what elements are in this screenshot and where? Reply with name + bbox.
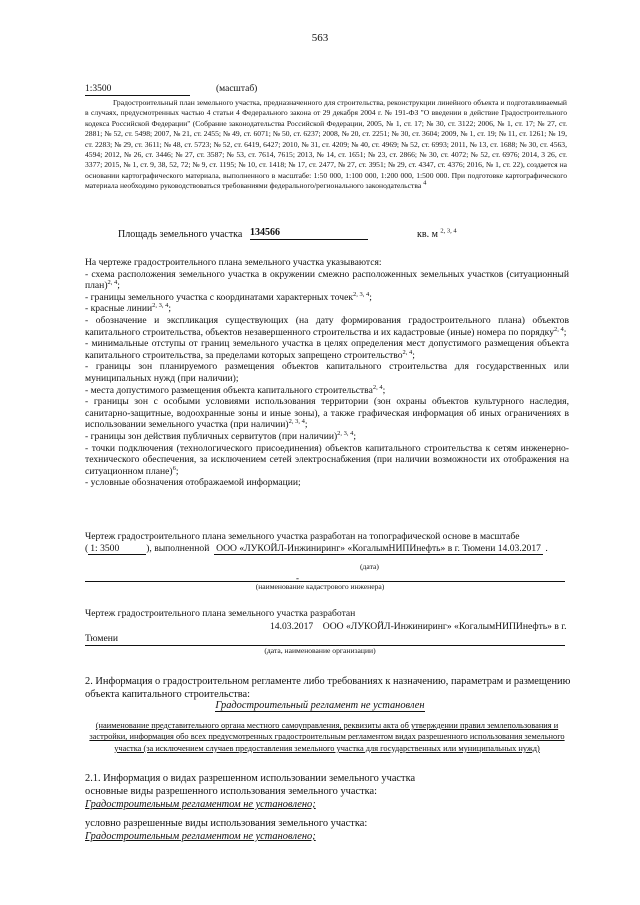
developed-line1: Чертеж градостроительного плана земельного участка разработан <box>85 608 356 619</box>
area-value: 134566 <box>250 227 368 240</box>
section2-note: (наименование представительного органа местного самоуправления, реквизиты акта об утверждении правил землепользования и застройки, информация обо всех предусмотренных градостроительным регламентом видах разрешенного использования земельного участка (за исключением случаев предоставления земельного участка для государственных или муниципальных нужд) <box>89 721 565 753</box>
date-caption: (дата) <box>360 562 379 571</box>
area-unit <box>417 229 457 240</box>
drawing-item <box>85 338 569 361</box>
drawing-item <box>85 385 569 397</box>
section21-main-label: основные виды разрешенного использования земельного участка: <box>85 786 378 797</box>
section2-title: 2. Информация о градостроительном регламенте либо требованиях к назначению, параметрам и размещению объекта капитального строительства: <box>85 676 571 700</box>
section21-cond-value: Градостроительным регламентом не установлено; <box>85 831 316 842</box>
drawing-item-tail: ; <box>304 419 308 431</box>
scale-value: 1:3500 <box>85 84 190 96</box>
topo-scale: 1: 3500 <box>88 543 146 555</box>
topo-line2 <box>85 543 615 555</box>
drawing-item-tail: ; <box>175 465 179 477</box>
developed-org: ООО «ЛУКОЙЛ-Инжиниринг» «КогалымНИПИнефть» в г. <box>322 621 567 632</box>
drawing-item-text: - минимальные отступы от границ земельного участка в целях определения мест допустимого размещения объекта капитального строительства, за пределами которых запрещено строительство <box>85 338 569 361</box>
drawing-item <box>85 315 569 338</box>
engineer-caption: (наименование кадастрового инженера) <box>255 582 385 591</box>
drawing-item-tail: ; <box>353 430 357 442</box>
drawing-item-footnote: 2, 4 <box>372 383 383 391</box>
drawing-item <box>85 361 569 384</box>
drawing-item-text: - границы зон планируемого размещения объектов капитального строительства для государственных или муниципальных нужд (при наличии); <box>85 361 569 384</box>
topographic-basis <box>85 531 615 555</box>
drawing-item-tail: ; <box>382 384 386 396</box>
drawing-item <box>85 443 569 478</box>
area-label: Площадь земельного участка <box>118 229 243 240</box>
drawing-item-footnote: 6 <box>172 464 176 472</box>
dash-mark: - <box>296 573 299 583</box>
drawing-item-tail: ; <box>168 303 172 315</box>
section2-value <box>0 700 640 711</box>
intro-text: Градостроительный план земельного участка, предназначенного для строительства, реконструкции линейного объекта и подготавливаемый в случаях, предусмотренных частью 4 статьи 4 Федерального закона от 29 декабря 2004 г. № 191-ФЗ "О введении в действие Градостроительного кодекса Российской Федерации" (Собрание законодательства Российской Федерации, 2005, № 1, ст. 17; № 30, ст. 3122; 2006, № 1, ст. 17; № 27, ст. 2881; № 52, ст. 5498; 2007, № 21, ст. 2455; № 49, ст. 6071; № 50, ст. 6237; 2008, № 20, ст. 2251; № 30, ст. 3604; 2009, № 1, ст. 19; № 11, ст. 1261; № 19, ст. 2283; № 29, ст. 3611; № 48, ст. 5723; № 52, ст. 6419, 6427; 2010, № 31, ст. 4209; № 40, ст. 4969; № 52, ст. 6993; 2011, № 13, ст. 1688; № 30, ст. 4563, 4594; 2012, № 26, ст. 3446; № 27, ст. 3587; № 53, ст. 7614, 7615; 2013, № 14, ст. 1651; № 23, ст. 2866; № 30, ст. 4072; № 52, ст. 6976; 2014, 3 26, ст. 3377; 2015, № 1, ст. 9, 38, 52, 72; № 9, ст. 1195; № 10, ст. 1418; № 17, ст. 2477, № 27, ст. 3951; № 29, ст. 4347, ст. 4376; 2016, № 1, ст. 22), создается на основании картографического материала, выполненного в масштабе: 1:50 000, 1:100 000, 1:200 000, 1:500 000. При подготовке картографического материала необходимо руководствоваться требованиями федерального/регионального законодательства <box>85 98 567 191</box>
drawing-item-text: - границы зон действия публичных сервитутов (при наличии) <box>85 430 338 442</box>
page-number: 563 <box>311 32 329 44</box>
drawing-item <box>85 269 569 292</box>
drawing-item-text: - точки подключения (технологического присоединения) объектов капитального строительства к сетям инженерно-технического обеспечения, за исключением сетей электроснабжения (при наличии возможности их отображения на ситуационном плане) <box>85 442 569 477</box>
drawing-items-list <box>85 257 569 489</box>
drawing-item-text: - красные линии <box>85 303 153 315</box>
items-heading: На чертеже градостроительного плана земельного участка указываются: <box>85 257 382 268</box>
org-caption: (дата, наименование организации) <box>264 646 376 655</box>
drawing-item-footnote: 2, 3, 4 <box>288 418 305 426</box>
topo-line1: Чертеж градостроительного плана земельного участка разработан на топографической основе в масштабе <box>85 531 520 542</box>
drawing-item-text: - места допустимого размещения объекта капитального строительства <box>85 384 373 396</box>
scale-caption: (масштаб) <box>216 84 258 94</box>
topo-org: ООО «ЛУКОЙЛ-Инжиниринг» «КогалымНИПИнефть» в г. Тюмени 14.03.2017 <box>216 543 541 554</box>
drawing-item-footnote: 2, 3, 4 <box>337 429 354 437</box>
developed-line2 <box>270 621 567 632</box>
drawing-item-footnote: 2, 3, 4 <box>353 290 370 298</box>
intro-paragraph <box>85 98 567 192</box>
area-footnote: 2, 3, 4 <box>440 227 457 235</box>
topo-open: ( <box>85 543 89 554</box>
drawing-item <box>85 431 569 443</box>
section21-title: 2.1. Информация о видах разрешенном использовании земельного участка <box>85 773 416 784</box>
drawing-item-footnote: 2, 3, 4 <box>152 302 169 310</box>
developed-date: 14.03.2017 <box>270 621 314 632</box>
section21-cond-label: условно разрешенные виды использования земельного участка: <box>85 818 368 829</box>
topo-mid: ), выполненной <box>146 543 210 554</box>
developed-city: Тюмени <box>85 633 119 644</box>
drawing-item-text: - схема расположения земельного участка в окружении смежно расположенных земельных участков (ситуационный план) <box>85 268 569 292</box>
drawing-item-tail: ; <box>412 349 415 361</box>
drawing-item-text: - условные обозначения отображаемой информации; <box>85 477 301 489</box>
drawing-item <box>85 396 569 431</box>
drawing-item-tail: ; <box>369 291 372 303</box>
drawing-item <box>85 303 569 315</box>
drawing-item-text: - обозначение и экспликация существующих (на дату формирования градостроительного плана) объектов капитального строительства, объектов незавершенного строительства и их кадастровые (иные) номера по порядку <box>85 314 569 338</box>
section21 <box>85 772 575 843</box>
intro-footnote: 4 <box>423 179 427 187</box>
drawing-item-text: - границы зон с особыми условиями использования территории (зон охраны объектов культурного наследия, санитарно-защитные, водоохранные зоны и иные зоны), а также графическая информация об иных ограничениях в использовании земельного участка (при наличии) <box>85 396 569 431</box>
drawing-item <box>85 477 569 489</box>
drawing-item-footnote: 2, 4 <box>107 279 118 286</box>
section2-value-text: Градостроительный регламент не установлен <box>215 700 425 711</box>
drawing-item-text: - границы земельного участка с координатами характерных точек <box>85 291 354 303</box>
section21-main-value: Градостроительным регламентом не установлено; <box>85 799 316 810</box>
drawing-item-footnote: 2, 4 <box>402 348 413 356</box>
area-unit-text: кв. м <box>417 229 438 240</box>
topo-end: . <box>545 543 548 554</box>
drawing-item-tail: ; <box>117 280 120 292</box>
drawing-item-tail: ; <box>563 326 567 338</box>
drawing-item-footnote: 2, 4 <box>554 325 564 333</box>
items-container <box>85 269 569 489</box>
